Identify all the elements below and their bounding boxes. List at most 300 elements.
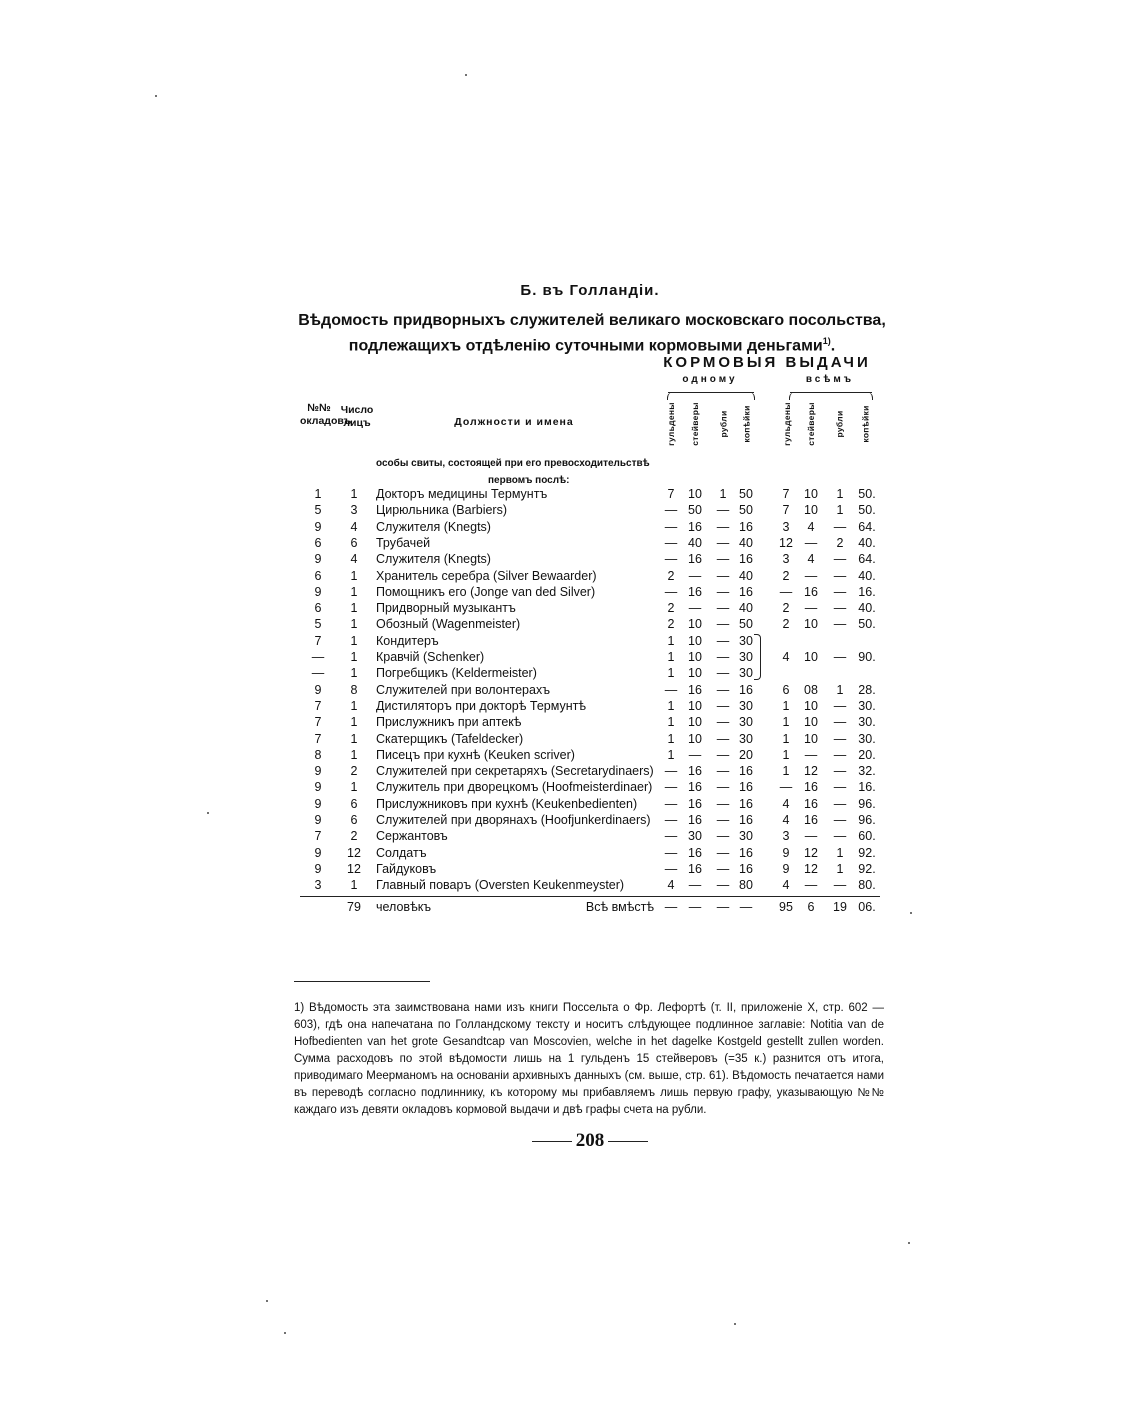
row-position-name: Служителя (Knegts) <box>376 552 491 567</box>
table-row <box>0 666 1140 682</box>
row-position-name: Прислужниковъ при кухнѣ (Keukenbedienten) <box>376 796 638 811</box>
row-rate-number: — <box>311 650 325 664</box>
row-value: 10 <box>688 698 702 713</box>
row-position-name: Главный поваръ (Oversten Keukenmeyster) <box>376 878 625 893</box>
row-value: — <box>833 715 847 730</box>
row-value: 16 <box>739 519 753 534</box>
row-value: 2 <box>667 601 675 616</box>
row-value: 10 <box>688 487 702 501</box>
row-value: 10 <box>804 503 818 518</box>
col-money-4-label: гульдены <box>782 402 793 446</box>
col-money-7 <box>859 398 873 450</box>
row-value: — <box>716 568 730 583</box>
row-rate-number: 7 <box>314 829 322 844</box>
row-value: 16 <box>739 682 753 697</box>
row-value: — <box>716 666 730 681</box>
scan-speck <box>207 812 209 814</box>
scan-speck <box>910 912 912 914</box>
row-position-name: Кравчій (Schenker) <box>376 650 485 664</box>
row-value: 20 <box>739 747 753 762</box>
row-value: 80 <box>739 878 753 893</box>
row-value: 16 <box>688 552 702 567</box>
table-row <box>0 650 1140 666</box>
row-value: — <box>688 747 702 762</box>
row-value: — <box>716 698 730 713</box>
row-value: 40. <box>858 601 876 616</box>
row-value: 16 <box>688 519 702 534</box>
row-value: — <box>664 764 678 779</box>
row-value: 10 <box>804 487 818 501</box>
scan-speck <box>734 1323 736 1325</box>
row-value: — <box>804 878 818 893</box>
row-value: 1 <box>667 650 675 664</box>
row-value: 40. <box>858 535 876 550</box>
row-value: 4 <box>782 813 790 827</box>
table-row <box>0 552 1140 568</box>
row-value: 30 <box>739 829 753 844</box>
row-value: — <box>716 682 730 697</box>
row-value: — <box>716 617 730 632</box>
row-rate-number: 6 <box>314 568 322 583</box>
row-value: — <box>833 552 847 567</box>
row-person-count: 6 <box>350 813 358 827</box>
row-value: — <box>688 878 702 893</box>
table-row <box>0 764 1140 780</box>
row-value: 2 <box>667 568 675 583</box>
row-value: 9 <box>782 861 790 876</box>
row-value: — <box>804 601 818 616</box>
row-value: 1 <box>782 715 790 730</box>
row-value: 4 <box>667 878 675 893</box>
col-money-3-label: копѣйки <box>742 405 752 443</box>
row-person-count: 1 <box>350 601 358 616</box>
row-value: — <box>779 780 793 795</box>
row-rate-number: 9 <box>314 813 322 827</box>
row-position-name: Цирюльника (Barbiers) <box>376 503 508 518</box>
row-value: 1 <box>719 487 727 501</box>
row-position-name: Скатерщикъ (Tafeldecker) <box>376 731 524 746</box>
col-money-1-label: стейверы <box>690 402 701 446</box>
row-value: 30 <box>739 731 753 746</box>
row-value: 4 <box>782 878 790 893</box>
row-value: 1 <box>782 764 790 779</box>
row-value: — <box>664 829 678 844</box>
table-row <box>0 862 1140 878</box>
row-value: 32. <box>858 764 876 779</box>
row-value: 16 <box>739 813 753 827</box>
row-position-name: Прислужникъ при аптекѣ <box>376 715 522 730</box>
row-value: 64. <box>858 519 876 534</box>
row-value: — <box>716 764 730 779</box>
row-rate-number: 9 <box>314 780 322 795</box>
scan-speck <box>155 95 157 97</box>
row-person-count: 3 <box>350 503 358 518</box>
row-value: 16 <box>739 845 753 860</box>
table-row <box>0 503 1140 519</box>
row-value: 10 <box>804 731 818 746</box>
row-value: 9 <box>782 845 790 860</box>
row-person-count: 1 <box>350 747 358 762</box>
row-value: 1 <box>667 747 675 762</box>
row-value: — <box>833 829 847 844</box>
row-value: 40 <box>688 535 702 550</box>
total-row <box>0 900 1140 916</box>
col-num-header <box>300 402 352 428</box>
row-value: — <box>833 650 847 664</box>
row-person-count: 1 <box>350 698 358 713</box>
row-value: 10 <box>804 715 818 730</box>
row-value: — <box>664 845 678 860</box>
table-row <box>0 732 1140 748</box>
row-value: 16 <box>804 780 818 795</box>
row-rate-number: 9 <box>314 861 322 876</box>
row-value: 20. <box>858 747 876 762</box>
table-row <box>0 683 1140 699</box>
row-value: 1 <box>667 698 675 713</box>
row-value: 28. <box>858 682 876 697</box>
col-money-3 <box>740 398 754 450</box>
row-value: 50. <box>858 503 876 518</box>
row-position-name: Дистиляторъ при докторѣ Термунтѣ <box>376 698 587 713</box>
row-value: 6 <box>782 682 790 697</box>
row-value: 40 <box>739 568 753 583</box>
row-person-count: 1 <box>350 568 358 583</box>
page-number-text: 208 <box>575 1130 605 1151</box>
row-value: — <box>664 519 678 534</box>
total-value: — <box>664 900 678 914</box>
row-value: — <box>833 764 847 779</box>
row-value: 16 <box>688 780 702 795</box>
col-count-header: Число лицъ <box>340 404 374 429</box>
table-row <box>0 829 1140 845</box>
total-count: 79 <box>347 900 361 914</box>
row-value: — <box>664 813 678 827</box>
scan-speck <box>908 1242 910 1244</box>
row-value: 7 <box>782 503 790 518</box>
row-rate-number: 9 <box>314 519 322 534</box>
row-value: 60. <box>858 829 876 844</box>
row-rate-number: 5 <box>314 503 322 518</box>
row-value: — <box>804 747 818 762</box>
row-value: 16 <box>739 796 753 811</box>
col-money-7-label: копѣйки <box>861 405 871 443</box>
row-rate-number: 7 <box>314 633 322 648</box>
row-value: — <box>716 503 730 518</box>
row-value: — <box>833 601 847 616</box>
scan-speck <box>266 1300 268 1302</box>
total-value: — <box>716 900 730 914</box>
row-rate-number: 8 <box>314 747 322 762</box>
row-value: — <box>833 747 847 762</box>
row-value: — <box>804 829 818 844</box>
row-person-count: 1 <box>350 878 358 893</box>
row-value: 50. <box>858 487 876 501</box>
table-row <box>0 585 1140 601</box>
row-rate-number: 6 <box>314 535 322 550</box>
table-row <box>0 780 1140 796</box>
table-row <box>0 797 1140 813</box>
row-value: 30. <box>858 731 876 746</box>
col-money-5-label: стейверы <box>806 402 817 446</box>
row-value: 40 <box>739 535 753 550</box>
row-value: 1 <box>782 747 790 762</box>
row-rate-number: 3 <box>314 878 322 893</box>
row-value: 3 <box>782 519 790 534</box>
group-brace <box>754 634 761 680</box>
row-value: — <box>716 584 730 599</box>
row-value: 2 <box>836 535 844 550</box>
row-value: 40. <box>858 568 876 583</box>
page-number-dash-left <box>532 1141 572 1142</box>
row-value: 50. <box>858 617 876 632</box>
row-person-count: 2 <box>350 829 358 844</box>
col-money-6-label: рубли <box>834 410 845 438</box>
row-value: 12 <box>779 535 793 550</box>
row-value: 1 <box>667 731 675 746</box>
row-value: 16 <box>688 764 702 779</box>
row-value: 10 <box>688 731 702 746</box>
row-value: 4 <box>807 552 815 567</box>
row-value: 7 <box>782 487 790 501</box>
row-value: — <box>664 796 678 811</box>
row-value: 1 <box>667 633 675 648</box>
col-money-2-label: рубли <box>718 410 729 438</box>
row-person-count: 1 <box>350 584 358 599</box>
row-position-name: Придворный музыкантъ <box>376 601 516 616</box>
footnote-rule <box>294 981 430 982</box>
row-value: — <box>716 552 730 567</box>
row-value: — <box>664 552 678 567</box>
row-person-count: 1 <box>350 650 358 664</box>
row-value: 30 <box>739 633 753 648</box>
table-row <box>0 846 1140 862</box>
row-value: 16 <box>739 764 753 779</box>
row-value: 2 <box>782 568 790 583</box>
row-value: — <box>716 731 730 746</box>
title-footnote-mark: 1) <box>822 336 831 346</box>
table-row <box>0 715 1140 731</box>
row-value: 1 <box>782 731 790 746</box>
row-value: 64. <box>858 552 876 567</box>
row-rate-number: 7 <box>314 731 322 746</box>
row-value: 3 <box>782 829 790 844</box>
row-person-count: 6 <box>350 535 358 550</box>
row-value: 10 <box>804 650 818 664</box>
section-note <box>376 455 656 489</box>
subgroup-one: одному <box>682 374 738 385</box>
row-value: 12 <box>804 861 818 876</box>
row-value: 1 <box>836 845 844 860</box>
row-rate-number: — <box>311 666 325 681</box>
row-value: 50 <box>739 503 753 518</box>
row-value: — <box>716 796 730 811</box>
row-value: 16 <box>739 552 753 567</box>
scan-speck <box>465 74 467 76</box>
row-value: 10 <box>688 650 702 664</box>
row-person-count: 1 <box>350 666 358 681</box>
row-value: — <box>716 650 730 664</box>
row-value: — <box>833 584 847 599</box>
row-value: 16 <box>739 861 753 876</box>
page-number-dash-right <box>608 1141 648 1142</box>
row-value: 10 <box>688 617 702 632</box>
section-note-line2: первомъ послѣ: <box>488 475 570 486</box>
total-value: — <box>739 900 753 914</box>
row-rate-number: 5 <box>314 617 322 632</box>
row-value: 96. <box>858 796 876 811</box>
row-person-count: 1 <box>350 617 358 632</box>
row-value: 3 <box>782 552 790 567</box>
col-name-header: Должности и имена <box>454 416 574 428</box>
row-value: — <box>716 861 730 876</box>
row-rate-number: 1 <box>314 487 322 501</box>
row-value: — <box>804 535 818 550</box>
row-value: — <box>833 731 847 746</box>
row-value: 1 <box>836 861 844 876</box>
row-value: 16 <box>688 584 702 599</box>
row-position-name: Помощникъ его (Jonge van ded Silver) <box>376 584 596 599</box>
row-value: 1 <box>836 682 844 697</box>
row-position-name: Служителя (Knegts) <box>376 519 491 534</box>
row-value: 16 <box>739 584 753 599</box>
row-rate-number: 9 <box>314 796 322 811</box>
table-row <box>0 699 1140 715</box>
row-value: — <box>688 568 702 583</box>
document-title-text: Вѣдомость придворныхъ служителей великаго московскаго посольства, подлежащихъ отдѣленію суточными кормовыми деньгами <box>298 312 886 355</box>
row-value: 30 <box>739 650 753 664</box>
footnote: 1) Вѣдомость эта заимствована нами изъ книги Поссельта о Фр. Лефортѣ (т. II, приложеніе X, стр. 602 — 603), гдѣ она напечатана по Голландскому тексту и носитъ слѣдующее подлинное заглавіе: Notitia van de Hofbedienten van het grote Gesandtcap van Moscovien, welche in het dagelke Kostgeld gestellt zullen worden. Сумма расходовъ по этой вѣдомости лишь на 1 гульденъ 15 стейверовъ (=35 к.) разнится отъ итога, приводимаго Меерманомъ на основаніи архивныхъ данныхъ (см. выше, стр. 61). Вѣдомость печатается нами въ переводѣ согласно подлиннику, къ которому мы прибавляемъ лишь первую графу, указывающую №№ каждаго изъ девяти окладовъ кормовой выдачи и двѣ графы счета на рубли. <box>294 1002 884 1116</box>
row-value: 10 <box>804 698 818 713</box>
row-position-name: Обозный (Wagenmeister) <box>376 617 521 632</box>
row-person-count: 4 <box>350 519 358 534</box>
row-value: — <box>664 503 678 518</box>
subgroup-all: всѣмъ <box>805 374 855 385</box>
row-position-name: Сержантовъ <box>376 829 448 844</box>
document-title: Вѣдомость придворныхъ служителей великаго московскаго посольства, подлежащихъ отдѣленію суточными кормовыми деньгами$^{1)}$. <box>298 312 886 355</box>
row-value: 1 <box>782 698 790 713</box>
row-value: 16 <box>688 796 702 811</box>
row-person-count: 8 <box>350 682 358 697</box>
col-money-0 <box>664 398 678 450</box>
row-person-count: 4 <box>350 552 358 567</box>
row-person-count: 1 <box>350 780 358 795</box>
row-rate-number: 9 <box>314 584 322 599</box>
row-value: — <box>716 829 730 844</box>
row-value: — <box>716 519 730 534</box>
row-value: 16 <box>688 813 702 827</box>
row-value: 80. <box>858 878 876 893</box>
row-value: — <box>833 780 847 795</box>
row-value: 16 <box>739 780 753 795</box>
row-value: — <box>833 519 847 534</box>
total-value: — <box>688 900 702 914</box>
row-value: 40 <box>739 601 753 616</box>
row-value: 10 <box>688 633 702 648</box>
row-value: 4 <box>782 650 790 664</box>
row-position-name: Писецъ при кухнѣ (Keuken scriver) <box>376 747 575 762</box>
row-person-count: 1 <box>350 633 358 648</box>
row-value: — <box>833 796 847 811</box>
row-value: 30 <box>739 715 753 730</box>
row-value: — <box>664 682 678 697</box>
row-value: 30. <box>858 698 876 713</box>
table-row <box>0 520 1140 536</box>
row-person-count: 12 <box>347 845 361 860</box>
row-value: — <box>716 535 730 550</box>
row-value: 30 <box>739 666 753 681</box>
row-value: 12 <box>804 764 818 779</box>
col-money-5 <box>804 398 818 450</box>
row-value: 16 <box>688 845 702 860</box>
row-value: 1 <box>667 666 675 681</box>
row-value: — <box>664 780 678 795</box>
row-position-name: Кондитеръ <box>376 633 439 648</box>
table-row <box>0 748 1140 764</box>
row-value: — <box>716 715 730 730</box>
row-value: 30 <box>739 698 753 713</box>
total-value: 6 <box>807 900 815 914</box>
row-rate-number: 6 <box>314 601 322 616</box>
scan-speck <box>284 1332 286 1334</box>
row-value: 50 <box>739 617 753 632</box>
row-value: 2 <box>782 601 790 616</box>
row-value: 10 <box>688 666 702 681</box>
total-label: Всѣ вмѣстѣ <box>585 900 654 914</box>
row-position-name: Солдатъ <box>376 845 427 860</box>
row-value: 10 <box>804 617 818 632</box>
section-note-line1: особы свиты, состоящей при его превосходительствѣ <box>376 458 650 469</box>
row-value: — <box>833 568 847 583</box>
col-money-4 <box>780 398 794 450</box>
row-value: 16 <box>804 584 818 599</box>
row-value: 2 <box>782 617 790 632</box>
col-money-1 <box>688 398 702 450</box>
row-rate-number: 9 <box>314 552 322 567</box>
row-value: — <box>716 601 730 616</box>
row-person-count: 1 <box>350 731 358 746</box>
row-rate-number: 9 <box>314 845 322 860</box>
section-title: Б. въ Голландіи. <box>520 282 660 299</box>
row-value: 92. <box>858 845 876 860</box>
table-row <box>0 634 1140 650</box>
total-value: 06. <box>858 900 876 914</box>
row-value: 16 <box>688 682 702 697</box>
table-row <box>0 487 1140 503</box>
row-value: — <box>688 601 702 616</box>
row-value: — <box>664 535 678 550</box>
table-row <box>0 601 1140 617</box>
row-value: 30. <box>858 715 876 730</box>
row-value: — <box>716 780 730 795</box>
row-value: 7 <box>667 487 675 501</box>
row-value: 16. <box>858 780 876 795</box>
row-value: 4 <box>782 796 790 811</box>
row-value: 08 <box>804 682 818 697</box>
row-person-count: 1 <box>350 715 358 730</box>
row-value: — <box>833 617 847 632</box>
total-value: 95 <box>779 900 793 914</box>
row-person-count: 6 <box>350 796 358 811</box>
table-row <box>0 617 1140 633</box>
row-value: 50 <box>688 503 702 518</box>
row-value: — <box>716 747 730 762</box>
total-value: 19 <box>833 900 847 914</box>
table-row <box>0 878 1140 894</box>
table-row <box>0 569 1140 585</box>
row-position-name: Служителей при секретаряхъ (Secretarydinaers) <box>376 764 654 779</box>
row-value: — <box>664 584 678 599</box>
row-value: 30 <box>688 829 702 844</box>
